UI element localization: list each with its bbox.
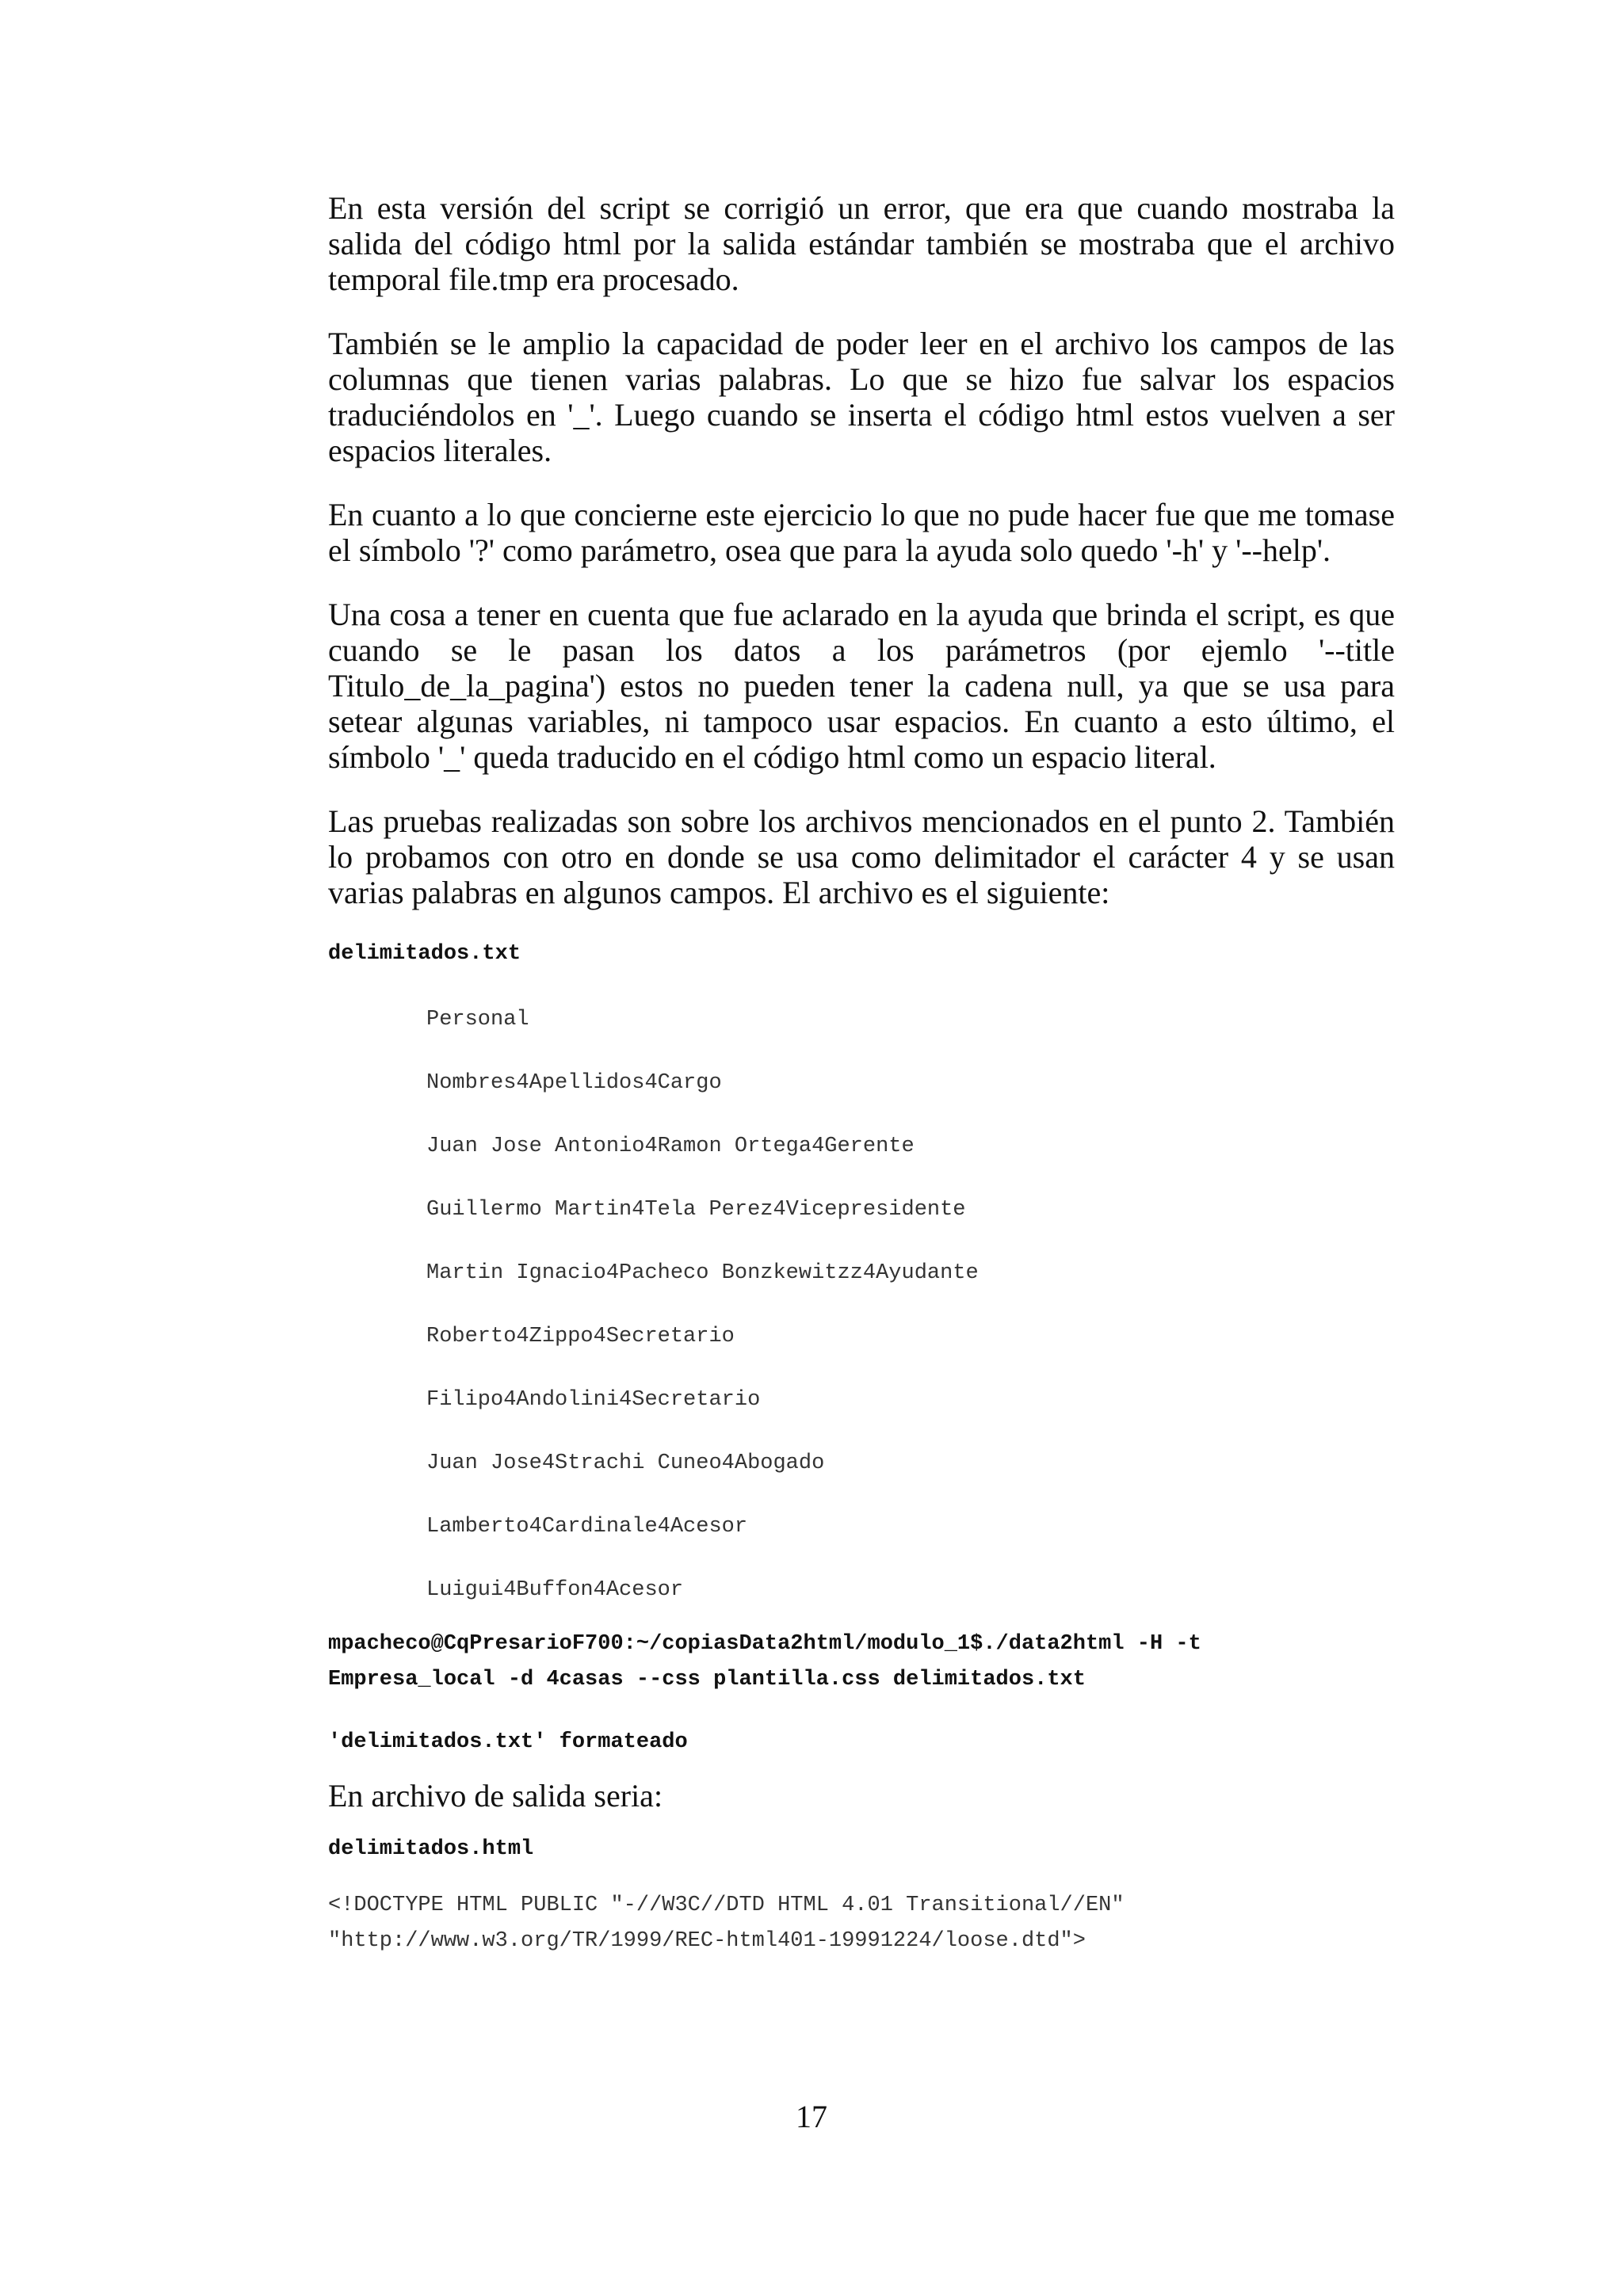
page-number: 17 xyxy=(796,2099,827,2134)
file-line: Juan Jose Antonio4Ramon Ortega4Gerente xyxy=(426,1135,915,1158)
output-heading: En archivo de salida seria: xyxy=(328,1778,663,1814)
file-line: Martin Ignacio4Pacheco Bonzkewitzz4Ayudante xyxy=(426,1261,979,1285)
paragraph-null-warning: Una cosa a tener en cuenta que fue aclarado en la ayuda que brinda el script, es que cuando se le pasan los datos a los parámetros (por ejemlo '--title Titulo_de_la_pagina') estos no pueden tener la cadena null, ya que se usa para setear algunas variables, ni tampoco usar espacios. En cuanto a esto último, el símbolo '_' queda traducido en el código html como un espacio literal. xyxy=(328,597,1395,775)
paragraph-multiword-columns: También se le amplio la capacidad de poder leer en el archivo los campos de las columnas que tienen varias palabras. Lo que se hizo fue salvar los espacios traduciéndolos en '_'. Luego cuando se inserta el código html estos vuelven a ser espacios literales. xyxy=(328,326,1395,468)
page-body xyxy=(328,190,1395,1959)
output-code-line: <!DOCTYPE HTML PUBLIC "-//W3C//DTD HTML 4.01 Transitional//EN" xyxy=(328,1894,1125,1917)
file-line: Filipo4Andolini4Secretario xyxy=(426,1388,761,1412)
file-line: Juan Jose4Strachi Cuneo4Abogado xyxy=(426,1451,825,1475)
file-line: Nombres4Apellidos4Cargo xyxy=(426,1071,722,1095)
output-code-line: "http://www.w3.org/TR/1999/REC-html401-19991224/loose.dtd"> xyxy=(328,1929,1086,1953)
command-output: 'delimitados.txt' formateado xyxy=(328,1730,688,1754)
paragraph-script-fix: En esta versión del script se corrigió un error, que era que cuando mostraba la salida del código html por la salida estándar también se mostraba que el archivo temporal file.tmp era procesado. xyxy=(328,190,1395,297)
command-line-1: mpacheco@CqPresarioF700:~/copiasData2html/modulo_1$./data2html -H -t xyxy=(328,1632,1201,1656)
command-line-2: Empresa_local -d 4casas --css plantilla.css delimitados.txt xyxy=(328,1668,1086,1691)
input-file-name: delimitados.txt xyxy=(328,942,521,966)
paragraph-help-parameter: En cuanto a lo que concierne este ejercicio lo que no pude hacer fue que me tomase el símbolo '?' como parámetro, osea que para la ayuda solo quedo '-h' y '--help'. xyxy=(328,497,1395,568)
output-file-name: delimitados.html xyxy=(328,1837,534,1861)
file-line: Luigui4Buffon4Acesor xyxy=(426,1578,684,1602)
file-line: Personal xyxy=(426,1008,529,1032)
paragraph-tests: Las pruebas realizadas son sobre los archivos mencionados en el punto 2. También lo probamos con otro en donde se usa como delimitador el carácter 4 y se usan varias palabras en algunos campos. El archivo es el siguiente: xyxy=(328,803,1395,910)
file-line: Lamberto4Cardinale4Acesor xyxy=(426,1515,748,1539)
file-line: Guillermo Martin4Tela Perez4Vicepresidente xyxy=(426,1198,966,1222)
file-line: Roberto4Zippo4Secretario xyxy=(426,1325,735,1348)
input-file-contents xyxy=(328,1007,1395,1603)
